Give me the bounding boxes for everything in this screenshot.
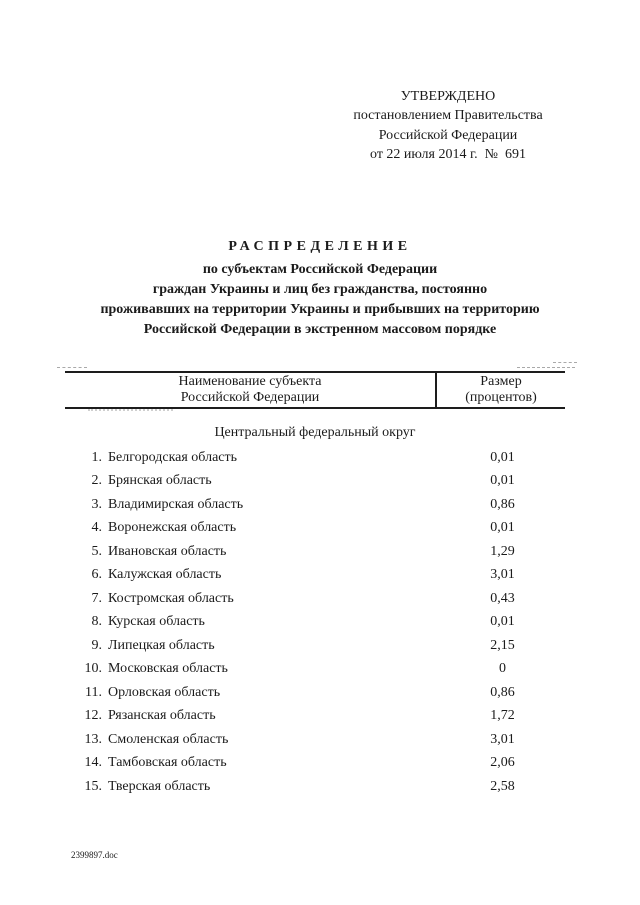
table-row <box>0 446 640 470</box>
table-row <box>0 587 640 611</box>
row-number: 6. <box>91 567 102 583</box>
region-name: Тверская область <box>108 778 211 794</box>
row-number: 14. <box>84 755 102 771</box>
scan-artifact <box>57 367 87 368</box>
region-name: Тамбовская область <box>108 755 227 771</box>
approval-line: УТВЕРЖДЕНО <box>400 89 496 104</box>
table-row <box>0 634 640 658</box>
region-name: Ивановская область <box>108 543 227 559</box>
region-name: Костромская область <box>108 590 234 606</box>
table-row <box>0 470 640 494</box>
table-row <box>0 564 640 588</box>
percent-value: 0 <box>499 661 506 677</box>
header-line: Размер <box>480 374 522 389</box>
region-name: Липецкая область <box>108 637 215 653</box>
document-subtitle-line: по субъектам Российской Федерации <box>202 262 438 277</box>
row-number: 7. <box>91 590 102 606</box>
approval-line: от 22 июля 2014 г. № 691 <box>370 146 526 162</box>
percent-value: 0,01 <box>490 520 515 536</box>
percent-value: 1,72 <box>490 708 515 724</box>
row-number: 8. <box>91 614 102 630</box>
row-number: 9. <box>91 637 102 653</box>
region-name: Владимирская область <box>108 496 244 512</box>
table-row <box>0 705 640 729</box>
document-subtitle-line: проживавших на территории Украины и прибывших на территорию <box>100 302 540 317</box>
row-number: 1. <box>91 449 102 465</box>
table-row <box>0 493 640 517</box>
row-number: 3. <box>91 496 102 512</box>
header-col-size <box>435 373 565 407</box>
table-header <box>65 371 565 409</box>
scan-artifact <box>88 409 173 411</box>
table-row <box>0 728 640 752</box>
document-subtitle-line: Российской Федерации в экстренном массовом порядке <box>143 322 497 337</box>
header-col-subject <box>65 373 435 407</box>
region-name: Орловская область <box>108 684 221 700</box>
percent-value: 2,06 <box>490 755 515 771</box>
percent-value: 3,01 <box>490 731 515 747</box>
scan-artifact <box>553 362 577 363</box>
percent-value: 0,01 <box>490 473 515 489</box>
document-title: РАСПРЕДЕЛЕНИЕ <box>228 239 412 254</box>
percent-value: 1,29 <box>490 543 515 559</box>
table-row <box>0 752 640 776</box>
table-row <box>0 681 640 705</box>
approval-line: постановлением Правительства <box>353 108 543 124</box>
percent-value: 2,15 <box>490 637 515 653</box>
percent-value: 2,58 <box>490 778 515 794</box>
table-row <box>0 517 640 541</box>
footer-filename: 2399897.doc <box>71 850 118 860</box>
region-name: Брянская область <box>108 473 212 489</box>
header-line: (процентов) <box>465 390 537 405</box>
percent-value: 3,01 <box>490 567 515 583</box>
scan-artifact <box>517 367 575 368</box>
percent-value: 0,86 <box>490 496 515 512</box>
header-line: Российской Федерации <box>180 390 320 405</box>
percent-value: 0,43 <box>490 590 515 606</box>
table-row <box>0 658 640 682</box>
region-name: Воронежская область <box>108 520 237 536</box>
document-subtitle-line: граждан Украины и лиц без гражданства, постоянно <box>152 282 488 297</box>
percent-value: 0,86 <box>490 684 515 700</box>
table-row <box>0 611 640 635</box>
region-name: Смоленская область <box>108 731 229 747</box>
region-name: Рязанская область <box>108 708 216 724</box>
region-name: Белгородская область <box>108 449 238 465</box>
percent-value: 0,01 <box>490 449 515 465</box>
row-number: 2. <box>91 473 102 489</box>
row-number: 10. <box>84 661 102 677</box>
region-name: Калужская область <box>108 567 222 583</box>
row-number: 4. <box>91 520 102 536</box>
approval-line: Российской Федерации <box>378 127 518 143</box>
percent-value: 0,01 <box>490 614 515 630</box>
region-name: Курская область <box>108 614 205 630</box>
table-rows <box>0 446 640 799</box>
row-number: 13. <box>84 731 102 747</box>
row-number: 11. <box>85 684 102 700</box>
header-line: Наименование субъекта <box>178 374 322 389</box>
document-title-block <box>4 237 636 340</box>
approval-block <box>287 87 609 164</box>
row-number: 5. <box>91 543 102 559</box>
row-number: 12. <box>84 708 102 724</box>
table-row <box>0 775 640 799</box>
region-name: Московская область <box>108 661 228 677</box>
table-row <box>0 540 640 564</box>
row-number: 15. <box>84 778 102 794</box>
section-heading: Центральный федеральный округ <box>214 425 416 440</box>
